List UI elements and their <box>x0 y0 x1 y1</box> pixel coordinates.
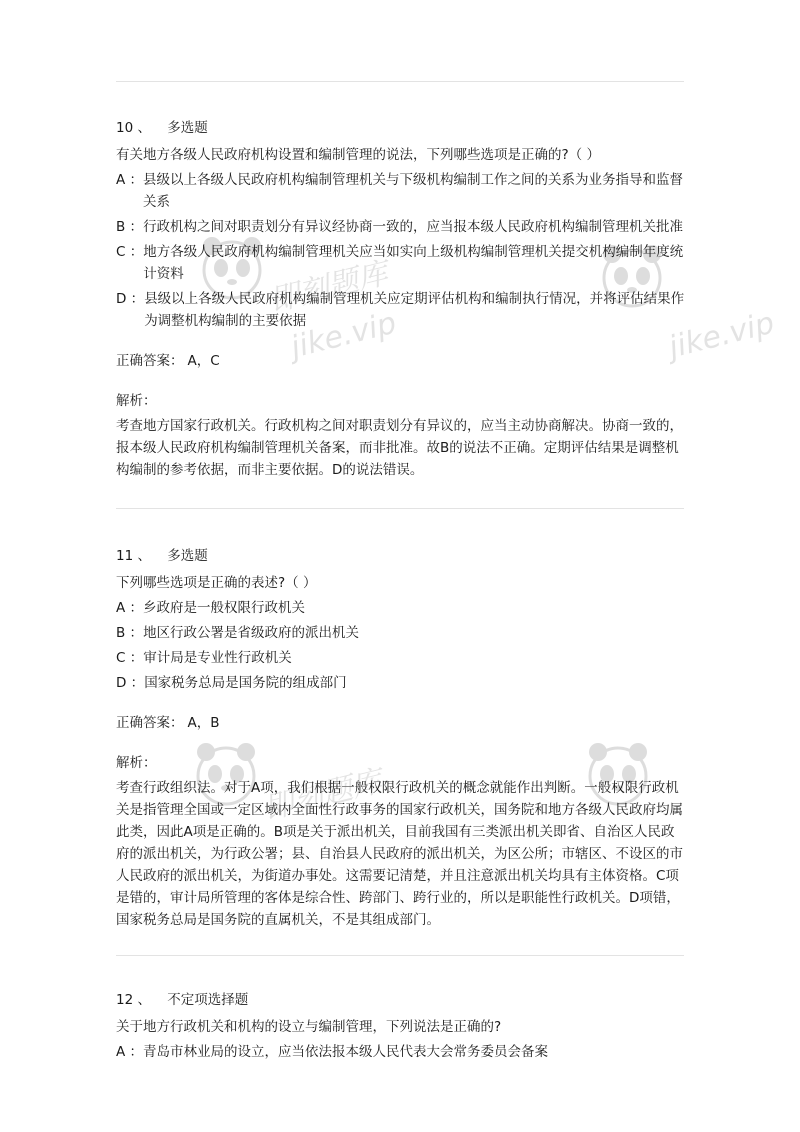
option-text: 行政机构之间对职责划分有异议经协商一致的，应当报本级人民政府机构编制管理机关批准 <box>143 219 684 235</box>
option-a <box>116 1041 686 1063</box>
option-a <box>116 597 686 619</box>
option-text: 县级以上各级人民政府机构编制管理机关应定期评估机构和编制执行情况，并将评估结果作为调整机构编制的主要依据 <box>144 291 685 329</box>
option-c <box>116 647 686 669</box>
correct-answer <box>116 350 686 372</box>
answer-label: 正确答案： <box>116 715 184 731</box>
question-10 <box>116 118 686 481</box>
option-letter: A ： <box>116 600 144 616</box>
question-number: 10 、 <box>116 120 151 136</box>
option-text: 地区行政公署是省级政府的派出机关 <box>143 625 360 641</box>
divider <box>116 508 684 509</box>
option-d <box>116 288 686 332</box>
option-letter: D ： <box>116 291 145 307</box>
question-11 <box>116 546 686 931</box>
analysis-text: 考查地方国家行政机关。行政机构之间对职责划分有异议的，应当主动协商解决。协商一致的，报本级人民政府机构编制管理机关备案，而非批准。故B的说法不正确。定期评估结果是调整机构编制的参考依据，而非主要依据。D的说法错误。 <box>116 418 683 478</box>
question-type: 多选题 <box>167 548 208 564</box>
option-letter: D ： <box>116 675 145 691</box>
option-letter: A ： <box>116 172 144 188</box>
analysis-text: 考查行政组织法。对于A项，我们根据一般权限行政机关的概念就能作出判断。一般权限行政机关是指管理全国或一定区域内全面性行政事务的国家行政机关，国务院和地方各级人民政府均属此类，因此A项是正确的。B项是关于派出机关，目前我国有三类派出机关即省、自治区人民政府的派出机关，为行政公署；县、自治县人民政府的派出机关，为区公所；市辖区、不设区的市人民政府的派出机关，为街道办事处。这需要记清楚，并且注意派出机关均具有主体资格。C项是错的，审计局所管理的客体是综合性、跨部门、跨行业的，所以是职能性行政机关。D项错，国家税务总局是国务院的直属机关，不是其组成部门。 <box>116 780 683 928</box>
option-d <box>116 672 686 694</box>
question-type: 不定项选择题 <box>167 992 249 1008</box>
option-letter: B ： <box>116 625 144 641</box>
option-text: 国家税务总局是国务院的组成部门 <box>144 675 347 691</box>
option-text: 审计局是专业性行政机关 <box>143 650 292 666</box>
question-number: 11 、 <box>116 548 151 564</box>
question-header <box>116 118 686 138</box>
option-b <box>116 622 686 644</box>
analysis-label: 解析： <box>116 393 157 409</box>
watermark-text: 即刻题库 <box>266 255 392 319</box>
question-12 <box>116 990 686 1066</box>
watermark-text: 即刻题库 <box>260 763 386 827</box>
correct-answer <box>116 712 686 734</box>
option-letter: A ： <box>116 1044 144 1060</box>
option-a <box>116 169 686 213</box>
answer-value: A，B <box>187 715 220 731</box>
option-text: 地方各级人民政府机构编制管理机关应当如实向上级机构编制管理机关提交机构编制年度统计资料 <box>143 244 684 282</box>
option-text: 乡政府是一般权限行政机关 <box>143 600 306 616</box>
option-c <box>116 241 686 285</box>
option-letter: C ： <box>116 650 144 666</box>
option-letter: C ： <box>116 244 144 260</box>
question-header <box>116 990 686 1010</box>
option-letter: B ： <box>116 219 144 235</box>
question-text: 有关地方各级人民政府机构设置和编制管理的说法，下列哪些选项是正确的?（ ） <box>116 147 600 163</box>
option-text: 县级以上各级人民政府机构编制管理机关与下级机构编制工作之间的关系为业务指导和监督关系 <box>143 172 684 210</box>
watermark-url: jike.vip <box>287 305 400 366</box>
question-number: 12 、 <box>116 992 151 1008</box>
question-text: 关于地方行政机关和机构的设立与编制管理，下列说法是正确的? <box>116 1019 502 1035</box>
answer-label: 正确答案： <box>116 353 184 369</box>
question-header <box>116 546 686 566</box>
analysis-label: 解析： <box>116 755 157 771</box>
question-text: 下列哪些选项是正确的表述?（ ） <box>116 575 317 591</box>
divider <box>116 955 684 956</box>
answer-value: A，C <box>187 353 220 369</box>
option-text: 青岛市林业局的设立，应当依法报本级人民代表大会常务委员会备案 <box>143 1044 549 1060</box>
divider <box>116 81 684 82</box>
option-b <box>116 216 686 238</box>
question-type: 多选题 <box>167 120 208 136</box>
watermark-url: jike.vip <box>665 305 778 366</box>
